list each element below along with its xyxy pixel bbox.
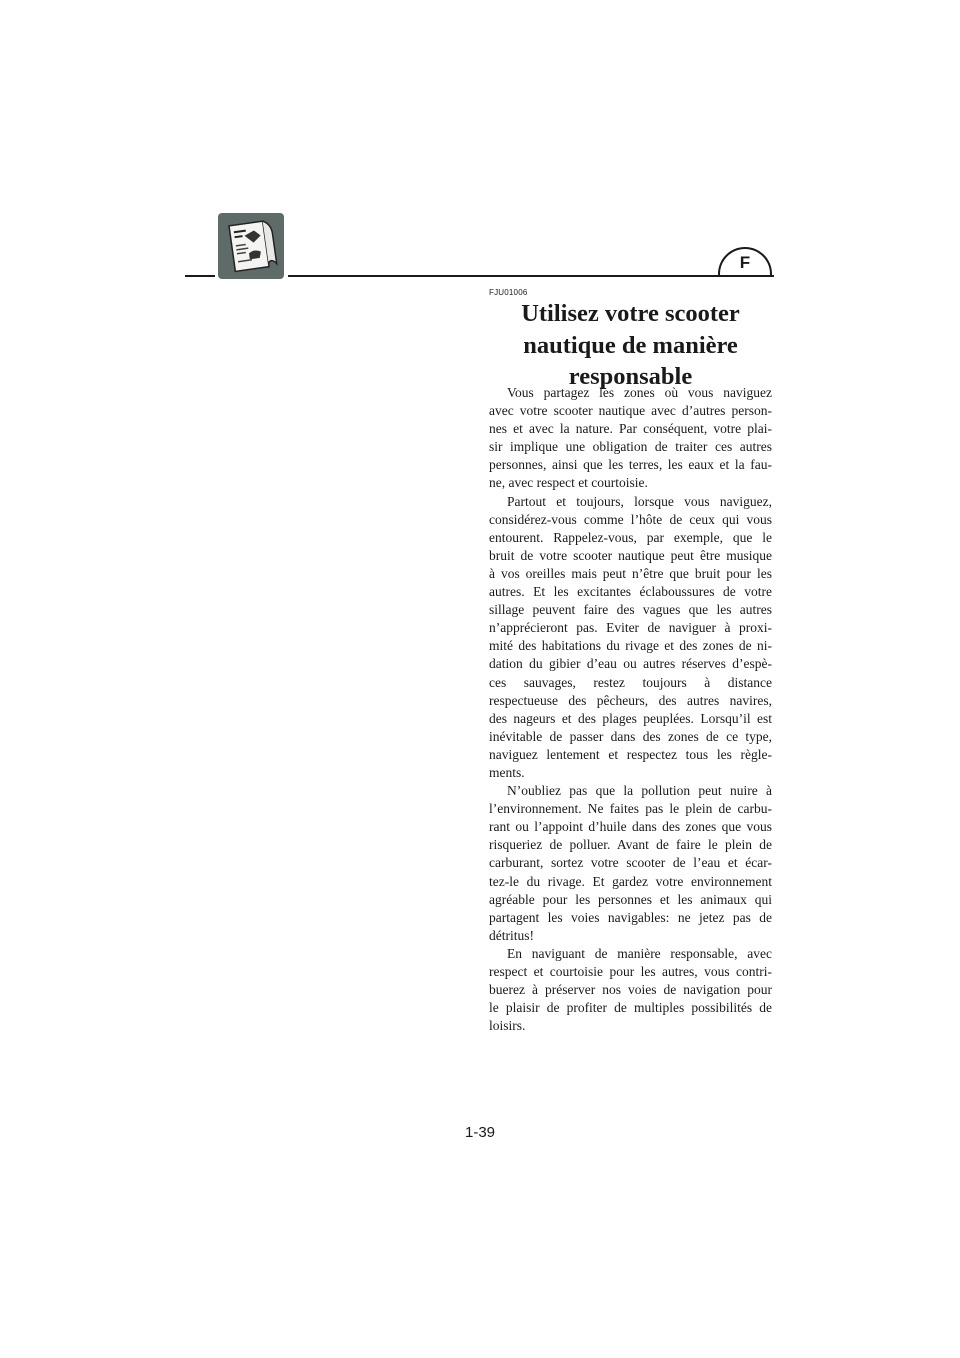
header-rule-right — [288, 275, 774, 277]
body-line: tez-le du rivage. Et gardez votre environnement — [489, 873, 772, 889]
body-line: nes et avec la nature. Par conséquent, votre plai- — [489, 421, 772, 437]
section-title — [489, 298, 772, 393]
page-number: 1-39 — [464, 1124, 496, 1141]
body-line: risqueriez de polluer. Avant de faire le plein de — [489, 837, 772, 853]
body-line: le plaisir de profiter de multiples possibilités de — [489, 1000, 772, 1016]
body-text — [489, 384, 772, 1035]
title-line: Utilisez votre scooter — [521, 300, 740, 327]
body-line: inévitable de passer dans des zones de ce type, — [489, 728, 772, 744]
body-line: sillage peuvent faire des vagues que les autres — [489, 602, 772, 618]
title-line: responsable — [568, 363, 693, 390]
body-line: ne, avec respect et courtoisie. — [489, 475, 648, 491]
body-line: ments. — [489, 764, 525, 780]
body-line: Vous partagez les zones où vous naviguez — [507, 385, 772, 400]
body-line: dation du gibier d’eau ou autres réserves d’espè- — [489, 656, 772, 672]
body-line: détritus! — [489, 927, 534, 943]
body-line: Partout et toujours, lorsque vous naviguez, — [507, 493, 772, 509]
body-line: partagent les voies navigables: ne jetez pas de — [489, 909, 772, 925]
manual-book-icon — [218, 213, 284, 279]
body-line: En naviguant de manière responsable, avec — [507, 945, 772, 961]
body-line: carburant, sortez votre scooter de l’eau et écar- — [489, 855, 772, 871]
body-line: respectueuse des pêcheurs, des autres navires, — [489, 692, 772, 708]
body-line: à vos oreilles mais peut n’être que bruit pour les — [489, 565, 772, 581]
language-badge: F — [718, 247, 772, 275]
body-line: personnes, ainsi que les terres, les eaux et la fau- — [489, 457, 772, 473]
body-line: entourent. Rappelez-vous, par exemple, que le — [489, 529, 772, 545]
body-line: N’oubliez pas que la pollution peut nuire à — [507, 783, 772, 799]
body-line: avec votre scooter nautique avec d’autres person- — [489, 403, 772, 419]
body-line: autres. Et les excitantes éclaboussures de votre — [489, 584, 772, 600]
body-line: loisirs. — [489, 1018, 526, 1034]
body-line: bruit de votre scooter nautique peut être musique — [489, 547, 772, 563]
header-rule-left — [185, 275, 215, 277]
body-line: mité des habitations du rivage et des zones de ni- — [489, 638, 772, 654]
body-line: agréable pour les personnes et les animaux qui — [489, 891, 772, 907]
body-line: rant ou l’appoint d’huile dans des zones que vous — [489, 819, 772, 835]
body-line: buerez à préserver nos voies de navigation pour — [489, 982, 772, 998]
title-line: nautique de manière — [523, 331, 738, 359]
body-line: sir implique une obligation de traiter ces autres — [489, 439, 772, 455]
body-line: ces sauvages, restez toujours à distance — [489, 674, 772, 690]
body-line: n’apprécieront pas. Eviter de naviguer à proxi- — [489, 620, 772, 636]
body-line: l’environnement. Ne faites pas le plein de carbu- — [489, 801, 772, 817]
body-line: considérez-vous comme l’hôte de ceux qui vous — [489, 511, 772, 527]
body-line: des nageurs et des plages peuplées. Lorsqu’il est — [489, 710, 772, 726]
section-code: FJU01006 — [489, 288, 528, 297]
body-line: respect et courtoisie pour les autres, vous contri- — [489, 964, 772, 979]
body-line: naviguez lentement et respectez tous les règle- — [489, 746, 772, 762]
